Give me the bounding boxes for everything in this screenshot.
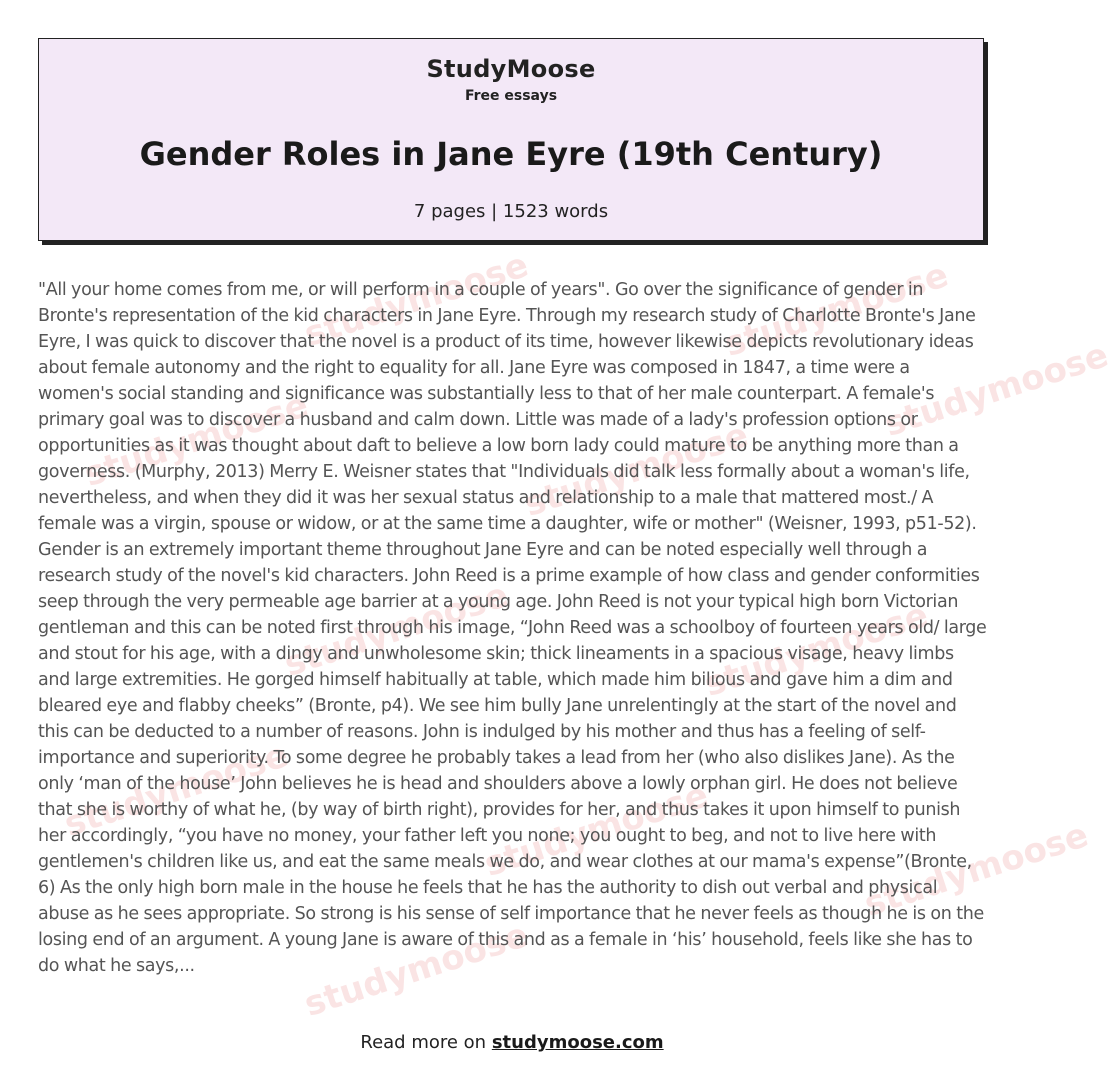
watermark-text: studymoose bbox=[519, 415, 754, 525]
read-more-link[interactable]: studymoose.com bbox=[491, 1032, 664, 1053]
essay-header-card bbox=[38, 38, 984, 241]
essay-meta: 7 pages | 1523 words bbox=[413, 201, 609, 222]
watermark-text: studymoose bbox=[79, 385, 314, 495]
watermark-text: studymoose bbox=[479, 775, 714, 885]
read-more-label: Read more on bbox=[360, 1032, 487, 1053]
essay-body: "All your home comes from me, or will perform in a couple of years". Go over the significance of gender in Bronte's representation of the kid characters in Jane Eyre. Through my research study of Charlotte Bronte's Jane Eyre, I was quick to discover that the novel is a product of its time, however likewise depicts revolutionary ideas about female autonomy and the right to equality for all. Jane Eyre was composed in 1847, a time were a women's social standing and significance was substantially less to that of her male counterpart. A female's primary goal was to discover a husband and calm down. Little was made of a lady's profession options or opportunities as it was thought about daft to believe a low born lady could mature to be anything more than a governess. (Murphy, 2013) Merry E. Weisner states that "Individuals did talk less formally about a woman's life, nevertheless, and when they did it was her sexual status and relationship to a male that mattered most./ A female was a virgin, spouse or widow, or at the same time a daughter, wife or mother" (Weisner, 1993, p51-52). Gender is an extremely important theme throughout Jane Eyre and can be noted especially well through a research study of the novel's kid characters. John Reed is a prime example of how class and gender conformities seep through the very permeable age barrier at a young age. John Reed is not your typical high born Victorian gentleman and this can be noted first through his image, “John Reed was a schoolboy of fourteen years old/ large and stout for his age, with a dingy and unwholesome skin; thick lineaments in a spacious visage, heavy limbs and large extremities. He gorged himself habitually at table, which made him bilious and gave him a dim and bleared eye and flabby cheeks” (Bronte, p4). We see him bully Jane unrelentingly at the start of the novel and this can be deducted to a number of reasons. John is indulged by his mother and thus has a feeling of self-importance and superiority. To some degree he probably takes a lead from her (who also dislikes Jane). As the only ‘man of the house’ John believes he is head and shoulders above a lowly orphan girl. He does not believe that she is worthy of what he, (by way of birth right), provides for her, and thus takes it upon himself to punish her accordingly, “you have no money, your father left you none; you ought to beg, and not to live here with gentlemen's children like us, and eat the same meals we do, and wear clothes at our mama's expense”(Bronte, 6) As the only high born male in the house he feels that he has the authority to dish out verbal and physical abuse as he sees appropriate. So strong is his sense of self importance that he never feels as though he is on the losing end of an argument. A young Jane is aware of this and as a female in ‘his’ household, feels like she has to do what he says,... bbox=[38, 280, 987, 976]
read-more-footer bbox=[0, 1032, 1024, 1053]
watermark-text: studymoose bbox=[299, 245, 534, 355]
watermark-text: studymoose bbox=[59, 735, 294, 845]
watermark-text: studymoose bbox=[859, 815, 1094, 925]
watermark-text: studymoose bbox=[719, 255, 954, 365]
watermark-text: studymoose bbox=[879, 335, 1113, 445]
essay-title: Gender Roles in Jane Eyre (19th Century) bbox=[139, 135, 883, 173]
watermark-text: studymoose bbox=[299, 915, 534, 1025]
brand-logo[interactable]: StudyMoose bbox=[426, 55, 596, 83]
watermark-text: studymoose bbox=[279, 575, 514, 685]
watermark-text: studymoose bbox=[699, 595, 934, 705]
brand-tagline: Free essays bbox=[464, 88, 558, 104]
